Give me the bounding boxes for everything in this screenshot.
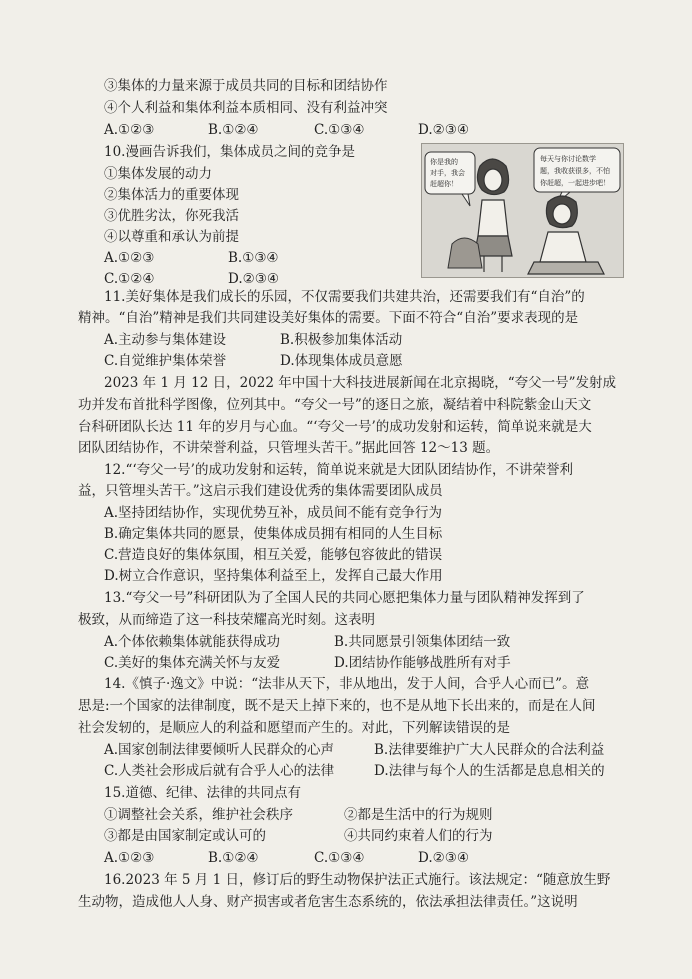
- q12-stem-line-1: 12.“‘夸父一号’的成功发射和运转，简单说来就是大团队团结协作，不讲荣誉利: [104, 462, 573, 478]
- q10-option-d: D.②③④: [228, 271, 279, 287]
- q12-option-d: D.树立合作意识，坚持集体利益至上，发挥自己最大作用: [104, 568, 443, 584]
- q13-option-c: C.美好的集体充满关怀与友爱: [104, 655, 281, 671]
- right-bubble-line-3: 你赶超，一起进步吧！: [540, 179, 610, 187]
- q12-option-a: A.坚持团结协作，实现优势互补，成员间不能有竞争行为: [104, 505, 443, 521]
- q15-option-a: A.①②③: [104, 850, 155, 866]
- q13-option-b: B.共同愿景引领集体团结一致: [334, 634, 511, 650]
- q9-item-4: ④个人利益和集体利益本质相同、没有利益冲突: [104, 100, 388, 116]
- q16-stem-line-2: 生动物，造成他人人身、财产损害或者危害生态系统的，依法承担法律责任。”这说明: [78, 894, 578, 910]
- q9-option-c: C.①③④: [314, 122, 365, 138]
- q15-option-c: C.①③④: [314, 850, 365, 866]
- q10-option-c: C.①②④: [104, 271, 155, 287]
- q14-option-d: D.法律与每个人的生活都是息息相关的: [374, 763, 605, 779]
- cartoon-image: [421, 143, 624, 278]
- q15-item-1: ①调整社会关系，维护社会秩序: [104, 807, 293, 823]
- q11-stem-line-1: 11.美好集体是我们成长的乐园，不仅需要我们共建共治，还需要我们有“自治”的: [104, 289, 585, 305]
- q11-option-a: A.主动参与集体建设: [104, 332, 227, 348]
- q10-item-4: ④以尊重和承认为前提: [104, 229, 239, 245]
- material-line-4: 团队团结协作，不讲荣誉利益，只管埋头苦干。”据此回答 12～13 题。: [78, 440, 500, 456]
- right-girl-figure: [528, 196, 604, 274]
- q11-stem-line-2: 精神。“自治”精神是我们共同建设美好集体的需要。下面不符合“自治”要求表现的是: [78, 310, 579, 326]
- q15-stem: 15.道德、纪律、法律的共同点有: [104, 785, 301, 801]
- q10-stem: 10.漫画告诉我们，集体成员之间的竞争是: [104, 144, 355, 160]
- material-line-3: 台科研团队长达 11 年的岁月与心血。“‘夸父一号’的成功发射和运转，简单说来就是大: [78, 419, 592, 435]
- right-bubble-line-1: 每天与你讨论数学: [540, 155, 596, 163]
- cartoon-drawing: [422, 144, 623, 277]
- q11-option-d: D.体现集体成员意愿: [280, 353, 403, 369]
- material-line-2: 功并发布首批科学图像，位列其中。“夸父一号”的逐日之旅，凝结着中科院紫金山天文: [78, 397, 592, 413]
- q14-option-c: C.人类社会形成后就有合乎人心的法律: [104, 763, 335, 779]
- bag-illustration: [448, 238, 482, 268]
- q13-option-d: D.团结协作能够战胜所有对手: [334, 655, 511, 671]
- q16-stem-line-1: 16.2023 年 5 月 1 日，修订后的野生动物保护法正式施行。该法规定：“随意放生野: [104, 872, 611, 888]
- q9-option-d: D.②③④: [418, 122, 469, 138]
- q10-item-3: ③优胜劣汰，你死我活: [104, 208, 239, 224]
- q13-stem-line-2: 极致，从而缔造了这一科技荣耀高光时刻。这表明: [78, 612, 375, 628]
- material-line-1: 2023 年 1 月 12 日，2022 年中国十大科技进展新闻在北京揭晓，“夸父一号”发射成: [104, 375, 617, 391]
- left-bubble-tail: [462, 194, 470, 206]
- q15-item-4: ④共同约束着人们的行为: [344, 828, 493, 844]
- q9-item-3: ③集体的力量来源于成员共同的目标和团结协作: [104, 78, 388, 94]
- q10-option-a: A.①②③: [104, 250, 155, 266]
- q14-stem-line-2: 思是:一个国家的法律制度，既不是天上掉下来的，也不是从地下长出来的，而是在人间: [78, 698, 596, 714]
- left-bubble-line-2: 对手，我会: [430, 169, 465, 177]
- q10-item-1: ①集体发展的动力: [104, 166, 212, 182]
- q9-option-b: B.①②④: [208, 122, 259, 138]
- q13-option-a: A.个体依赖集体就能获得成功: [104, 634, 281, 650]
- q12-option-b: B.确定集体共同的愿景，使集体成员拥有相同的人生目标: [104, 526, 443, 542]
- q12-option-c: C.营造良好的集体氛围，相互关爱，能够包容彼此的错误: [104, 547, 443, 563]
- q15-option-d: D.②③④: [418, 850, 469, 866]
- q13-stem-line-1: 13.“夸父一号”科研团队为了全国人民的共同心愿把集体力量与团队精神发挥到了: [104, 590, 585, 606]
- q10-item-2: ②集体活力的重要体现: [104, 187, 239, 203]
- left-bubble-line-3: 赶超你！: [430, 180, 458, 188]
- q12-stem-line-2: 益，只管埋头苦干。”这启示我们建设优秀的集体需要团队成员: [78, 483, 443, 499]
- q14-stem-line-3: 社会发轫的，是顺应人的利益和愿望而产生的。对此，下列解读错误的是: [78, 720, 510, 736]
- q10-option-b: B.①③④: [228, 250, 279, 266]
- right-bubble-line-2: 题，我收获很多，不怕: [540, 167, 610, 175]
- q14-option-a: A.国家创制法律要倾听人民群众的心声: [104, 742, 335, 758]
- q11-option-c: C.自觉维护集体荣誉: [104, 353, 227, 369]
- q15-item-2: ②都是生活中的行为规则: [344, 807, 493, 823]
- q15-option-b: B.①②④: [208, 850, 259, 866]
- q15-item-3: ③都是由国家制定或认可的: [104, 828, 266, 844]
- q11-option-b: B.积极参加集体活动: [280, 332, 403, 348]
- left-bubble-line-1: 你是我的: [430, 158, 458, 166]
- q14-stem-line-1: 14.《慎子·逸文》中说：“法非从天下，非从地出，发于人间，合乎人心而已”。意: [104, 676, 590, 692]
- q9-option-a: A.①②③: [104, 122, 155, 138]
- q14-option-b: B.法律要维护广大人民群众的合法利益: [374, 742, 605, 758]
